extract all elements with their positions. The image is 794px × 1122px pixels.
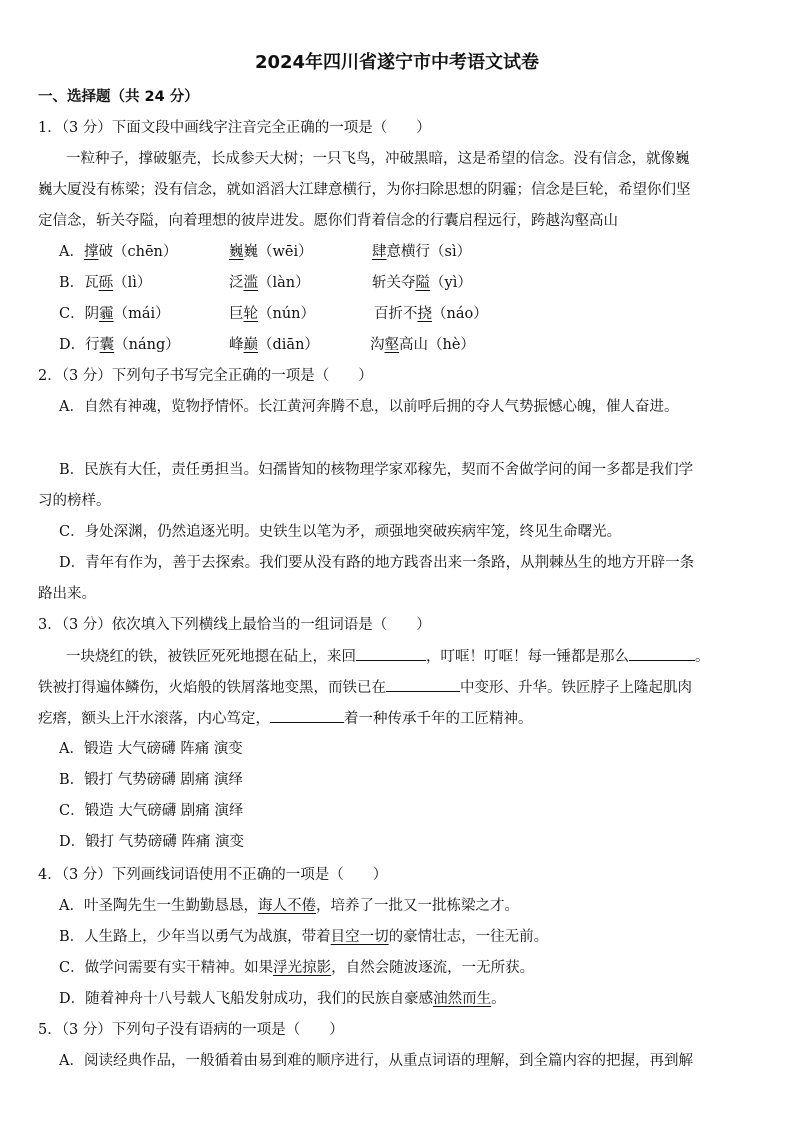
option-d: D．行囊（náng） [59, 337, 180, 353]
section-heading: 一、选择题（共 24 分） [38, 89, 199, 105]
question-3-option-a: A．锻造 大气磅礴 阵痛 演变 [59, 741, 243, 757]
option-a-word-2: 巍巍（wēi） [229, 244, 313, 260]
question-4-option-d: D．随着神舟十八号载人飞船发射成功，我们的民族自豪感油然而生。 [59, 991, 506, 1007]
option-a-word-3: 肆意横行（sì） [372, 244, 472, 260]
question-2-option-b-cont: 习的榜样。 [38, 493, 111, 509]
question-3-option-c: C．锻造 大气磅礴 剧痛 演绎 [59, 803, 244, 819]
option-c: C．阴霾（mái） [59, 306, 170, 322]
question-5-stem: 5．（3 分）下列句子没有语病的一项是（ ） [38, 1022, 344, 1038]
question-4-option-b: B．人生路上，少年当以勇气为战旗，带着目空一切的豪情壮志，一往无前。 [59, 929, 549, 945]
question-3-option-d: D．锻打 气势磅礴 阵痛 演变 [59, 834, 244, 850]
question-3-passage-line: 铁被打得遍体鳞伤，火焰般的铁屑落地变黑，而铁已在 中变形、升华。铁匠脖子上隆起肌肉 [38, 677, 692, 698]
page-title: 2024年四川省遂宁市中考语文试卷 [254, 52, 540, 73]
question-3-passage-line: 一块烧红的铁，被铁匠死死地摁在砧上，来回 ，叮哐！叮哐！每一锤都是那么 。 [66, 646, 710, 667]
question-4-option-a: A．叶圣陶先生一生勤勤恳恳，诲人不倦，培养了一批又一批栋梁之才。 [59, 898, 519, 914]
answer-blank[interactable] [629, 646, 695, 661]
question-2-option-c: C．身处深渊，仍然追逐光明。史铁生以笔为矛，顽强地突破疾病牢笼，终见生命曙光。 [59, 524, 622, 540]
question-4-stem: 4．（3 分）下列画线词语使用不正确的一项是（ ） [38, 867, 388, 883]
answer-blank[interactable] [356, 646, 426, 661]
question-3-passage-line: 疙瘩，额头上汗水滚落，内心笃定， 着一种传承千年的工匠精神。 [38, 708, 533, 729]
question-1-passage-line: 巍大厦没有栋梁；没有信念，就如滔滔大江肆意横行，为你扫除思想的阴霾；信念是巨轮，希望你们坚 [38, 182, 691, 198]
question-2-option-d-cont: 路出来。 [38, 586, 96, 602]
option-c-word-2: 巨轮（nún） [229, 306, 316, 322]
option-d-word-3: 沟壑高山（hè） [370, 337, 475, 353]
option-a: A．撑破（chēn） [59, 244, 178, 260]
question-3-stem: 3．（3 分）依次填入下列横线上最恰当的一组词语是（ ） [38, 617, 431, 633]
question-1-stem: 1．（3 分）下面文段中画线字注音完全正确的一项是（ ） [38, 120, 431, 136]
option-b-word-2: 泛滥（làn） [229, 275, 310, 291]
answer-blank[interactable] [270, 708, 344, 723]
question-4-option-c: C．做学问需要有实干精神。如果浮光掠影，自然会随波逐流，一无所获。 [59, 960, 535, 976]
question-1-passage-line: 一粒种子，撑破躯壳，长成参天大树；一只飞鸟，冲破黑暗，这是希望的信念。没有信念，就像巍 [66, 151, 690, 167]
question-2-option-d: D．青年有作为，善于去探索。我们要从没有路的地方践沓出来一条路，从荆棘丛生的地方开辟一条 [59, 555, 695, 571]
option-b-word-3: 斩关夺隘（yì） [372, 275, 472, 291]
question-2-option-a: A．自然有神魂，览物抒情怀。长江黄河奔腾不息，以前呼后拥的夺人气势振憾心魄，催人奋进。 [59, 399, 679, 415]
question-5-option-a: A．阅读经典作品，一般循着由易到难的顺序进行，从重点词语的理解，到全篇内容的把握，再到解 [59, 1053, 693, 1069]
question-2-stem: 2．（3 分）下列句子书写完全正确的一项是（ ） [38, 368, 373, 384]
answer-blank[interactable] [386, 677, 460, 692]
option-b: B．瓦砾（lì） [59, 275, 152, 291]
option-d-word-2: 峰巅（diān） [229, 337, 319, 353]
question-2-option-b: B．民族有大任，责任勇担当。妇孺皆知的核物理学家邓稼先，契而不舍做学问的闻一多都是我们学 [59, 462, 694, 478]
option-c-word-3: 百折不挠（náo） [374, 306, 488, 322]
question-3-option-b: B．锻打 气势磅礴 剧痛 演绎 [59, 772, 243, 788]
question-1-passage-line: 定信念，斩关夺隘，向着理想的彼岸进发。愿你们背着信念的行囊启程远行，跨越沟壑高山 [38, 213, 618, 229]
